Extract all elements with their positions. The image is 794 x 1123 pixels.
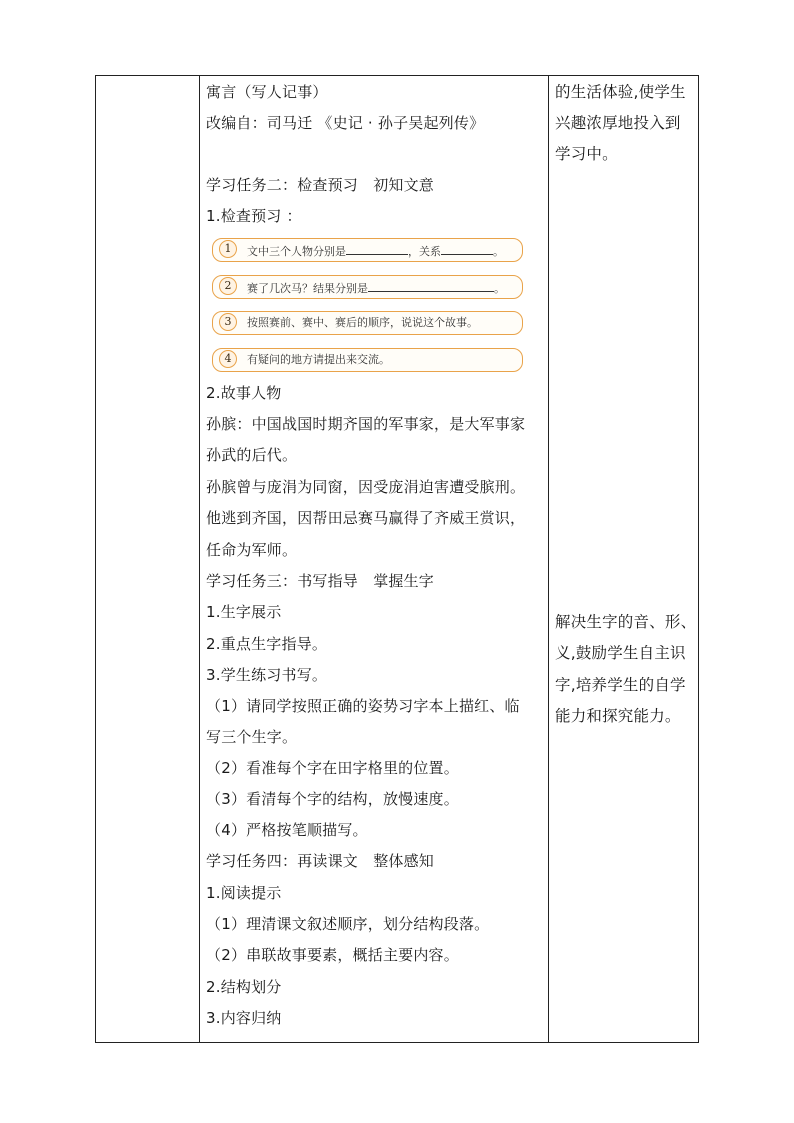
task3-sub-4: （4）严格按笔顺描写。 <box>206 821 368 839</box>
preview-tip-4 <box>212 348 523 372</box>
blank-underline <box>368 279 494 292</box>
task4-title: 学习任务四：再读课文 整体感知 <box>206 852 435 870</box>
tip-text: 按照赛前、赛中、赛后的顺序，说说这个故事。 <box>247 316 478 329</box>
preview-tip-2 <box>212 275 523 299</box>
lesson-plan-table <box>95 75 699 1043</box>
design-note-1-line-2: 兴趣浓厚地投入到 <box>555 114 681 132</box>
preview-tip-1 <box>212 238 523 262</box>
column-divider-left <box>199 76 200 1042</box>
tip-number-badge: 2 <box>219 277 237 295</box>
task3-sub-1a: （1）请同学按照正确的姿势习字本上描红、临 <box>206 697 520 715</box>
design-note-2-line-2: 义,鼓励学生自主识 <box>555 644 686 662</box>
design-note-2-line-3: 字,培养学生的自学 <box>555 676 686 694</box>
task3-sub-2: （2）看准每个字在田字格里的位置。 <box>206 759 459 777</box>
preview-tip-3 <box>212 311 523 335</box>
tip-text: 赛了几次马？结果分别是 。 <box>247 279 505 297</box>
tip-text: 文中三个人物分别是 ，关系 。 <box>247 242 504 260</box>
sunbin-text-1: 孙膑：中国战国时期齐国的军事家，是大军事家 <box>206 415 526 433</box>
sunbin-text-2: 孙武的后代。 <box>206 446 298 464</box>
tip-number-badge: 1 <box>219 240 237 258</box>
blank-underline <box>346 242 408 255</box>
task3-item-2: 2.重点生字指导。 <box>206 635 328 653</box>
tip-number-badge: 4 <box>219 350 237 368</box>
column-divider-right <box>548 76 549 1042</box>
sunbin-text-5: 任命为军师。 <box>206 541 298 559</box>
tip-text: 有疑问的地方请提出来交流。 <box>247 353 390 366</box>
genre-line: 寓言（写人记事） <box>206 83 328 101</box>
task4-sub-2: （2）串联故事要素，概括主要内容。 <box>206 946 459 964</box>
sunbin-text-3: 孙膑曾与庞涓为同窗，因受庞涓迫害遭受膑刑。 <box>206 478 526 496</box>
characters-heading: 2.故事人物 <box>206 384 282 402</box>
task4-item-2: 2.结构划分 <box>206 978 282 996</box>
task4-sub-1: （1）理清课文叙述顺序，划分结构段落。 <box>206 915 490 933</box>
task3-item-1: 1.生字展示 <box>206 603 282 621</box>
design-note-1-line-3: 学习中。 <box>555 145 618 163</box>
sunbin-text-4: 他逃到齐国，因帮田忌赛马赢得了齐威王赏识， <box>206 509 526 527</box>
task3-sub-3: （3）看清每个字的结构，放慢速度。 <box>206 790 459 808</box>
tip-number-badge: 3 <box>219 313 237 331</box>
source-line: 改编自：司马迁 《史记 · 孙子吴起列传》 <box>206 114 485 132</box>
task4-item-3: 3.内容归纳 <box>206 1009 282 1027</box>
task4-item-1: 1.阅读提示 <box>206 884 282 902</box>
design-note-1-line-1: 的生活体验,使学生 <box>555 83 686 101</box>
check-preview-heading: 1.检查预习 ： <box>206 207 302 225</box>
design-note-2-line-1: 解决生字的音、形、 <box>555 613 697 631</box>
blank-underline <box>441 242 493 255</box>
design-note-2-line-4: 能力和探究能力。 <box>555 707 681 725</box>
task3-sub-1b: 写三个生字。 <box>206 728 298 746</box>
task3-item-3: 3.学生练习书写。 <box>206 666 328 684</box>
task2-title: 学习任务二：检查预习 初知文意 <box>206 176 435 194</box>
task3-title: 学习任务三：书写指导 掌握生字 <box>206 572 435 590</box>
